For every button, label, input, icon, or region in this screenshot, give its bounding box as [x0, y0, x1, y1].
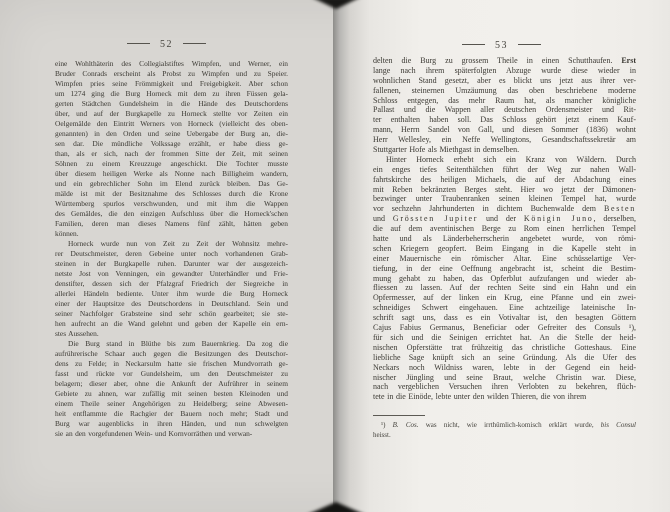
- text-line: Oelgemälde den Eintritt Werners von Horneck (vielleicht des oben-: [55, 119, 288, 128]
- text-line: Die Burg stand in Blüthe bis zum Bauernkrieg. Da zog die: [68, 339, 288, 348]
- text-line: mung gehabt zu haben, das Opferblut aufzufangen und wieder ab-: [373, 273, 636, 283]
- text-line: seiner Nachfolger Grabsteine sind sehr schön gearbeitet; sie ste-: [55, 309, 288, 318]
- text-line: um 1274 ging die Burg Horneck mit dem zu ihren Füssen gela-: [55, 89, 288, 98]
- header-dash-icon: [183, 43, 206, 44]
- text-line: und Grössten Jupiter und der Königin Juno, derselben,: [373, 214, 636, 224]
- emphasized-text: Grössten Jupiter: [392, 214, 479, 224]
- emphasized-text: Königin Juno: [523, 214, 594, 224]
- text-line: mit Reben bekränzten Berges steht. Hier wo jetzt der Dämonen-: [373, 184, 636, 194]
- text-line: eine Wohlthäterin des Collegialstiftes Wimpfen, und Werner, ein: [55, 59, 288, 68]
- text-line: aufrührerische Schaar auch gegen die Besitzungen des Deutschor-: [55, 349, 288, 358]
- text-line: nischen Opferstätte trat frühzeitig das christliche Gotteshaus. Eine: [373, 342, 636, 352]
- text-line: über diesem heiligen Werke als Nonne nach Billigheim wandern,: [55, 169, 288, 178]
- text-line: tete in die Einöde, lebte unter den wilden Thieren, die von ihrem: [373, 392, 587, 402]
- text-line: delten die Burg zu grossem Theile in einen Schutthaufen. Erst: [373, 56, 636, 65]
- emphasized-text: Besten: [604, 204, 636, 214]
- text-line: Familien, deren man dieses Namens fünf zählt, hätten geben: [55, 219, 288, 228]
- footnote-rule: [373, 415, 425, 416]
- text-line: nischer Jüngling und seine Braut, welche Christin war. Diese,: [373, 372, 636, 382]
- text-line: genannten) in den Orden und seine Uebergabe der Burg an, die-: [55, 129, 288, 138]
- text-line: Bruder Conrads erscheint als Probst zu Wimpfen und zu Speier.: [55, 69, 288, 78]
- text-line: einer Mauernische ein römischer Altar. Eine schüsselartige Ver-: [373, 253, 636, 263]
- text-line: Herr Wellesley, ein Neffe Wellingtons, Gesandtschaftssekretär am: [373, 135, 636, 145]
- left-page: [0, 0, 333, 512]
- text-line: mann, Herrn Sandel von Gall, und diesen Sommer (1836) wohnt: [373, 125, 636, 135]
- header-dash-icon: [127, 43, 150, 44]
- text-line: Stuttgarter Hofe als Miethgast in demselben.: [373, 145, 520, 155]
- text-line: die auf dem aventinischen Berge zu Rom einen herrlichen Tempel: [373, 224, 636, 234]
- text-line: dens zu Felde; in Neckarsulm hatte sie frischen Mundvorrath ge-: [55, 359, 288, 368]
- text-line: schneidiges Schwert eingehauen. Eine achtzeilige lateinische In-: [373, 303, 636, 313]
- text-line: tiefung, in der eine Oeffnung angebracht ist, scheint die Bestim-: [373, 263, 636, 273]
- text-line: des Gemäldes, die den einzigen Aufschluss über die Horneck'schen: [55, 209, 288, 218]
- spine-shadow-top: [311, 0, 361, 9]
- spine-shadow-bottom: [306, 502, 366, 512]
- text-line: Schloss entgegen, das mehr Raum hat, als mancher königliche: [373, 95, 636, 105]
- text-line: rer Deutschmeister, deren Gebeine unter noch vorhandenen Grab-: [55, 249, 288, 258]
- text-line: hen aufrecht an die Wand gelehnt und geben der Kapelle ein ern-: [55, 319, 288, 328]
- paragraph: [55, 339, 288, 439]
- text-line: und ein gebrechlicher Sohn im Elend zurück bleiben. Das Ge-: [55, 179, 288, 188]
- text-line: Burg war augenblicks in ihren Händen, und nun schwelgten: [55, 419, 288, 428]
- text-line: Horneck wurde nun von Zeit zu Zeit der Wohnsitz mehre-: [68, 239, 288, 248]
- text-line: ter enthalten haben soll. Das Schloss gehört jetzt einem Kauf-: [373, 115, 636, 125]
- text-line: gerten Städtchen Gundelsheim in die Hände des Deutschordens: [55, 99, 288, 108]
- paragraph: [55, 239, 288, 339]
- paragraph: [373, 155, 636, 402]
- text-column: [55, 59, 288, 439]
- text-line: denstifter, dessen sich der Pfalzgraf Friedrich der Siegreiche in: [55, 279, 288, 288]
- text-line: für sich und die Seinigen errichtet hat. An die Stelle der heid-: [373, 332, 636, 342]
- paragraph: [55, 59, 288, 239]
- text-line: fallenen, steinernen Umzäumung das oben beschriebene moderne: [373, 85, 636, 95]
- text-line: stes Aussehen.: [55, 329, 99, 338]
- text-line: belagern; dieser aber, ohne die Ankunft der Aufrührer in seinem: [55, 379, 288, 388]
- left-page-header: [0, 39, 333, 50]
- text-line: schen Kriegern geopfert. Beim Eingang in die Kapelle steht in: [373, 243, 636, 253]
- page-number: 52: [160, 39, 173, 50]
- text-line: netste Jost von Venningen, ein gewandter Unterhändler und Frie-: [55, 269, 288, 278]
- text-line: Hinter Horneck erhebt sich ein Kranz von Wäldern. Durch: [386, 154, 636, 164]
- right-page: [333, 0, 670, 512]
- text-line: ¹) B. Cos. was nicht, wie irrthümlich-komisch erklärt wurde, bis Consul: [381, 421, 636, 429]
- emphasized-text: Erst: [621, 56, 636, 65]
- text-line: Söhnen zu einem Kreuzzuge angeschickt. Die Tochter musste: [55, 159, 288, 168]
- text-line: lange nach ihrem späterfolgten Abzuge wurde diese wieder in: [373, 65, 636, 75]
- text-line: Gebiete zu ahnen, war zufällig mit seinen besten Kleinoden und: [55, 389, 288, 398]
- text-line: mälde ist mit der Besitznahme des Schlosses durch die Krone: [55, 189, 288, 198]
- text-line: than, als er sich, nach der frommen Sitte der Zeit, mit seinen: [55, 149, 288, 158]
- text-line: nach vergeblichen Versuchen ihren Verlobten zu bekehren, flüch-: [373, 382, 636, 392]
- emphasized-text: bis Consul: [600, 421, 636, 429]
- text-line: sie an den vorgefundenen Wein- und Kornvorräthen und verwan-: [55, 429, 253, 438]
- text-line: einem Theile seiner Angehörigen zu Heidelberg; seine Abwesen-: [55, 399, 288, 408]
- text-line: Opfermesser, auf der linken ein Krug, eine Pfanne und ein zwei-: [373, 293, 636, 303]
- text-line: wohnlichen Stand gesetzt, aber es blickt uns jetzt aus ihrer ver-: [373, 75, 636, 85]
- text-line: heit entflammte die Rachgier der Bauern noch mehr; Stadt und: [55, 409, 288, 418]
- header-dash-icon: [462, 44, 485, 45]
- text-line: Württemberg spurlos verschwunden, und mit ihm die Wappen: [55, 199, 288, 208]
- text-line: vor sechzehn Jahrhunderten in dichtem Buchenwalde dem Besten: [373, 204, 636, 214]
- text-line: schrift sagt uns, dass es ein Votivaltar ist, den besagten Göttern: [373, 313, 636, 323]
- text-line: einer der Hauptsitze des Deutschordens in Deutschland. Sein und: [55, 299, 288, 308]
- text-line: fahrtskirche des heiligen Michaels, die auf der Abdachung eines: [373, 174, 636, 184]
- text-line: fasst und rückte vor Gundelsheim, um den Deutschmeister zu: [55, 369, 288, 378]
- right-page-header: [333, 40, 670, 51]
- emphasized-text: B. Cos.: [392, 421, 419, 429]
- text-line: Neckars noch Wildniss waren, lebte in der Gegend ein heid-: [373, 362, 636, 372]
- text-line: allerlei Händeln bediente. Unter ihm wurde die Burg Horneck: [55, 289, 288, 298]
- page-number: 53: [495, 40, 508, 51]
- text-line: über, und auf der Burgkapelle zu Horneck stellte vor Zeiten ein: [55, 109, 288, 118]
- text-line: heisst.: [373, 430, 391, 439]
- text-line: liebliche Sage knüpft sich an seine Gründung. Als die Ufer des: [373, 352, 636, 362]
- text-column: [373, 56, 636, 402]
- footnote: [373, 421, 636, 440]
- text-line: hatte und als Länderbeherrscherin angebetet wurde, von römi-: [373, 234, 636, 244]
- header-dash-icon: [518, 44, 541, 45]
- text-line: Pallast und die Wappen aller deutschen Ordensmeister und Rit-: [373, 105, 636, 115]
- text-line: Wimpfen pries seine Frömmigkeit und Freigebigkeit. Aber schon: [55, 79, 288, 88]
- text-line: sen dar. Die mündliche Volkssage erzählt, er habe diess ge-: [55, 139, 288, 148]
- text-line: steinen in der Burgkapelle ruhen. Darunter war der ausgezeich-: [55, 259, 288, 268]
- text-line: Cajus Fabius Germanus, Beneficiar oder Gefreiter des Consuls ¹),: [373, 323, 636, 333]
- text-line: bezwinger unter Traubenranken seinen kleinen Tempel hat, wurde: [373, 194, 636, 204]
- text-line: können.: [55, 229, 79, 238]
- paragraph: [373, 56, 636, 155]
- text-line: fliessen zu lassen. Auf der rechten Seite sind ein Hahn und ein: [373, 283, 636, 293]
- text-line: ein enges tiefes Seitenthälchen führt der Weg zur nahen Wall-: [373, 164, 636, 174]
